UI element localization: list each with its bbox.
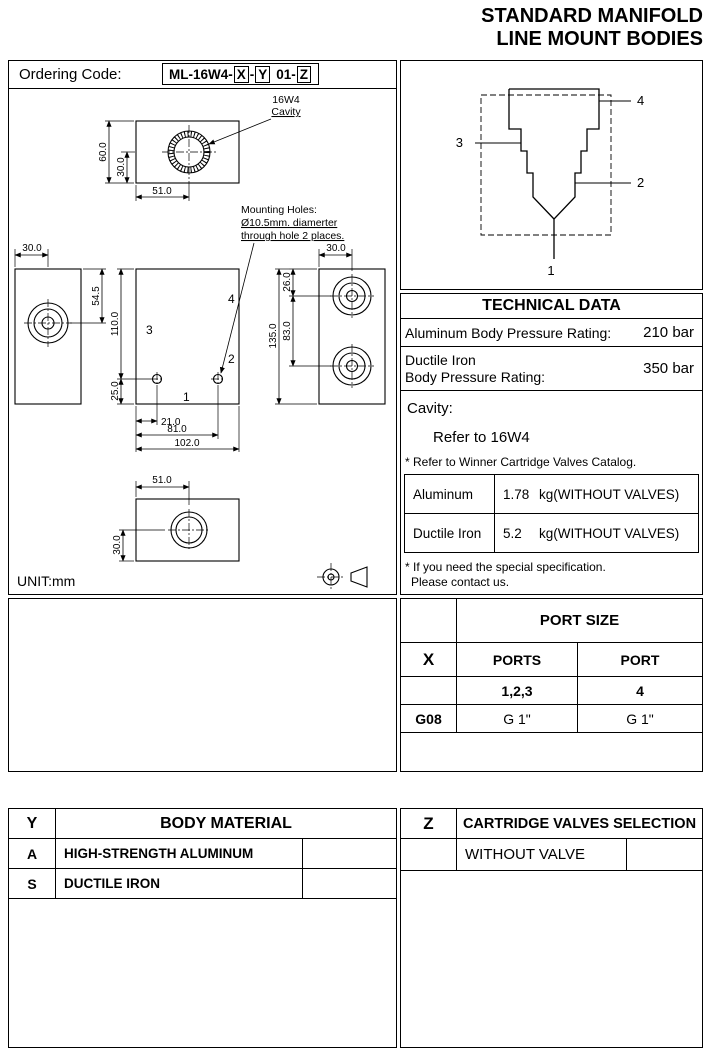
cartridge-empty-left bbox=[401, 839, 457, 871]
schematic-port-4-label: 4 bbox=[637, 93, 645, 108]
port-size-port-value: G 1" bbox=[578, 705, 702, 733]
weight-unit: kg(WITHOUT VALVES) bbox=[539, 486, 680, 502]
code-x-placeholder: X bbox=[234, 66, 249, 83]
cavity-reference: Refer to 16W4 bbox=[433, 429, 530, 446]
dim-label-bottom-cavity-x: 51.0 bbox=[152, 475, 172, 486]
port-bore-left bbox=[24, 299, 72, 347]
mounting-hole-1 bbox=[150, 372, 164, 386]
dim-label-right-port-span: 83.0 bbox=[282, 321, 293, 341]
port-size-code: G08 bbox=[401, 705, 457, 733]
schematic-panel bbox=[400, 60, 703, 290]
dim-top-cavity-x bbox=[136, 181, 189, 201]
body-material-code-a: A bbox=[9, 839, 56, 869]
cavity-callout-line1: 16W4 bbox=[272, 94, 300, 106]
weight-value: 5.2 bbox=[503, 525, 522, 541]
third-angle-projection-symbol bbox=[317, 563, 367, 590]
schematic-port-3-label: 3 bbox=[455, 135, 463, 150]
schematic-port-2-label: 2 bbox=[637, 175, 645, 190]
weight-row-ductile-iron bbox=[405, 514, 699, 553]
port-size-empty-cell bbox=[401, 677, 457, 705]
drawing-panel bbox=[8, 60, 397, 595]
mounting-note-line1: Mounting Holes: bbox=[241, 204, 317, 216]
contact-footnote-line1: * If you need the special specification. bbox=[405, 560, 606, 574]
cartridge-empty-right bbox=[627, 839, 702, 871]
schematic-port-3 bbox=[456, 135, 521, 150]
port-size-ports-list: 1,2,3 bbox=[457, 677, 578, 705]
port-4-label: 4 bbox=[228, 292, 235, 306]
dim-label-bottom-cavity-offset: 30.0 bbox=[112, 535, 123, 555]
port-bore-right-bottom bbox=[330, 344, 374, 388]
dim-label-top-height: 60.0 bbox=[98, 142, 109, 162]
weight-material: Ductile Iron bbox=[405, 514, 495, 553]
mounting-note-line2: Ø10.5mm. diamerter bbox=[241, 217, 338, 229]
schematic-port-4 bbox=[599, 93, 644, 108]
dim-label-top-cavity-offset: 30.0 bbox=[116, 157, 127, 177]
cavity-bore-top bbox=[162, 125, 216, 179]
port-size-corner-cell bbox=[401, 599, 457, 643]
body-material-label-iron: DUCTILE IRON bbox=[56, 869, 303, 899]
dim-bottom-cavity-x bbox=[136, 475, 189, 505]
dim-front-lower-height bbox=[110, 379, 134, 404]
dim-label-front-hole2-x: 81.0 bbox=[167, 424, 187, 435]
schematic-port-1-label: 1 bbox=[547, 263, 555, 278]
cartridge-blank-area bbox=[401, 871, 702, 1047]
dim-front-upper-height bbox=[110, 269, 150, 379]
dim-label-top-cavity-x: 51.0 bbox=[152, 186, 172, 197]
iron-rating-value: 350 bar bbox=[643, 360, 694, 377]
right-side-view bbox=[268, 243, 385, 404]
bottom-view bbox=[112, 475, 239, 561]
dim-top-cavity-offset bbox=[116, 152, 135, 183]
technical-data-panel bbox=[400, 293, 703, 595]
valve-cavity-profile bbox=[481, 89, 611, 259]
dim-left-port-y bbox=[70, 269, 106, 323]
dim-front-width bbox=[136, 406, 239, 452]
dim-label-right-port1-y: 26.0 bbox=[282, 272, 293, 292]
aluminum-rating-value: 210 bar bbox=[643, 324, 694, 341]
port-3-label: 3 bbox=[146, 323, 153, 337]
weight-table bbox=[404, 474, 699, 553]
body-material-blank-area bbox=[9, 899, 396, 1047]
dim-label-front-hole1-x: 21.0 bbox=[161, 417, 181, 428]
schematic-port-2 bbox=[575, 175, 644, 190]
dim-label-front-width: 102.0 bbox=[174, 438, 200, 449]
dim-label-right-port-x: 30.0 bbox=[326, 243, 346, 254]
mounting-hole-2 bbox=[211, 372, 225, 386]
dim-label-front-lower-height: 25.0 bbox=[110, 381, 121, 401]
body-material-table bbox=[8, 808, 397, 1048]
cartridge-option-without-valve: WITHOUT VALVE bbox=[457, 839, 627, 871]
mounting-note-line3: through hole 2 places. bbox=[241, 230, 345, 242]
port-2-label: 2 bbox=[228, 352, 235, 366]
iron-rating-label-line2: Body Pressure Rating: bbox=[405, 368, 546, 385]
dim-right-port-span bbox=[282, 296, 331, 366]
body-material-label-aluminum: HIGH-STRENGTH ALUMINUM bbox=[56, 839, 303, 869]
port-bore-right-top bbox=[330, 274, 374, 318]
weight-material: Aluminum bbox=[405, 475, 495, 514]
top-view bbox=[98, 94, 301, 201]
unit-label: UNIT:mm bbox=[17, 573, 76, 589]
technical-data-title: TECHNICAL DATA bbox=[401, 294, 702, 319]
dim-label-right-height: 135.0 bbox=[268, 323, 279, 349]
body-material-title: BODY MATERIAL bbox=[56, 809, 396, 839]
iron-rating-label-line1: Ductile Iron bbox=[405, 351, 476, 368]
dim-label-left-port-y: 54.5 bbox=[91, 286, 102, 306]
port-size-col-ports: PORTS bbox=[457, 643, 578, 677]
cavity-bore-bottom bbox=[168, 509, 210, 551]
dim-bottom-cavity-offset bbox=[112, 530, 165, 561]
ordering-code-label: Ordering Code: bbox=[19, 66, 122, 83]
contact-footnote bbox=[401, 553, 702, 590]
schematic-port-1 bbox=[547, 263, 554, 278]
dim-left-port-x bbox=[15, 243, 48, 267]
port-size-blank-area bbox=[401, 733, 702, 771]
dim-front-hole2-x bbox=[136, 385, 218, 439]
port-size-ports-value: G 1" bbox=[457, 705, 578, 733]
contact-footnote-line2: Please contact us. bbox=[411, 575, 510, 589]
notes-panel bbox=[8, 598, 397, 772]
iron-rating-row bbox=[401, 347, 702, 391]
weight-value-cell bbox=[495, 514, 699, 553]
dim-label-left-port-x: 30.0 bbox=[22, 243, 42, 254]
body-material-y-header: Y bbox=[9, 809, 56, 839]
port-size-port-num: 4 bbox=[578, 677, 702, 705]
title-line-1: STANDARD MANIFOLD bbox=[481, 5, 703, 27]
dim-label-front-upper-height: 110.0 bbox=[110, 311, 121, 337]
port-size-col-port: PORT bbox=[578, 643, 702, 677]
iron-rating-label bbox=[405, 352, 545, 386]
weight-unit: kg(WITHOUT VALVES) bbox=[539, 525, 680, 541]
cavity-heading: Cavity: bbox=[407, 400, 453, 417]
code-prefix: ML-16W4- bbox=[169, 66, 233, 82]
cartridge-title: CARTRIDGE VALVES SELECTION bbox=[457, 809, 702, 839]
cavity-callout bbox=[209, 94, 301, 144]
left-side-view bbox=[15, 243, 106, 404]
body-material-empty-a bbox=[303, 839, 396, 869]
weight-row-aluminum bbox=[405, 475, 699, 514]
ordering-code-row bbox=[9, 61, 396, 89]
weight-value: 1.78 bbox=[503, 486, 530, 502]
body-material-empty-s bbox=[303, 869, 396, 899]
code-mid: 01- bbox=[276, 66, 296, 82]
aluminum-rating-row bbox=[401, 319, 702, 347]
cavity-callout-line2: Cavity bbox=[271, 106, 301, 118]
engineering-drawing bbox=[9, 89, 395, 591]
port-size-table bbox=[400, 598, 703, 772]
cartridge-z-header: Z bbox=[401, 809, 457, 839]
ordering-code-value bbox=[162, 63, 319, 85]
dim-right-port1-y bbox=[282, 269, 331, 296]
cartridge-selection-table bbox=[400, 808, 703, 1048]
title-line-2: LINE MOUNT BODIES bbox=[496, 28, 703, 50]
cavity-schematic bbox=[401, 61, 701, 288]
front-view bbox=[110, 269, 239, 452]
code-y-placeholder: Y bbox=[255, 66, 270, 83]
dim-right-port-x bbox=[319, 243, 352, 271]
port-1-label: 1 bbox=[183, 390, 190, 404]
body-material-code-s: S bbox=[9, 869, 56, 899]
aluminum-rating-label: Aluminum Body Pressure Rating: bbox=[405, 324, 612, 341]
port-size-title: PORT SIZE bbox=[457, 599, 702, 643]
code-separator: - bbox=[249, 66, 255, 82]
page-title bbox=[481, 5, 703, 51]
weight-value-cell bbox=[495, 475, 699, 514]
code-z-placeholder: Z bbox=[297, 66, 311, 83]
cavity-footnote: * Refer to Winner Cartridge Valves Catalog. bbox=[405, 455, 637, 469]
port-size-x-header: X bbox=[401, 643, 457, 677]
